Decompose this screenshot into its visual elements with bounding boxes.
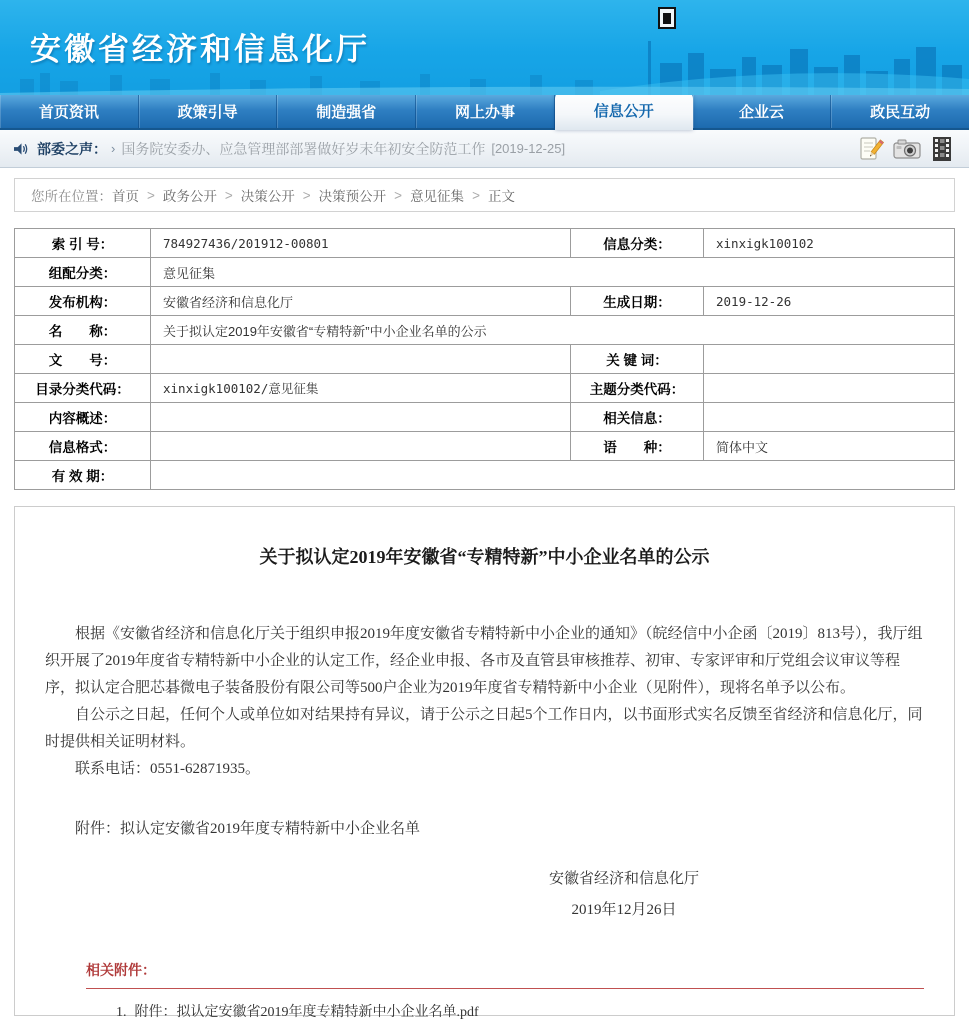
meta-value-dir-code: xinxigk100102/意见征集 (151, 374, 571, 403)
meta-value-name: 关于拟认定2019年安徽省“专精特新”中小企业名单的公示 (151, 316, 955, 345)
article-attachment-line: 附件：拟认定安徽省2019年度专精特新中小企业名单 (75, 821, 421, 837)
meta-label-dir-code: 目录分类代码： (15, 374, 151, 403)
breadcrumb (14, 178, 955, 212)
related-attachments-section (86, 960, 924, 1021)
meta-label-group-class: 组配分类： (15, 258, 151, 287)
breadcrumb-prefix: 您所在位置： (31, 189, 112, 204)
meta-value-keywords (704, 345, 955, 374)
table-row (15, 229, 955, 258)
meta-value-issuer: 安徽省经济和信息化厅 (151, 287, 571, 316)
meta-label-format: 信息格式： (15, 432, 151, 461)
nav-tab-gov-interaction[interactable]: 政民互动 (831, 95, 969, 128)
attachment-pdf-link[interactable]: 附件：拟认定安徽省2019年度专精特新中小企业名单.pdf (134, 1005, 479, 1020)
article-paragraph: 联系电话：0551-62871935。 (75, 761, 260, 777)
meta-label-name: 名 称： (15, 316, 151, 345)
nav-tab-info-disclosure[interactable]: 信息公开 (555, 91, 693, 130)
meta-label-topic-code: 主题分类代码： (571, 374, 704, 403)
film-icon[interactable] (931, 136, 953, 162)
meta-value-doc-no (151, 345, 571, 374)
meta-value-gen-date: 2019-12-26 (704, 287, 955, 316)
related-attachments-heading: 相关附件： (86, 960, 924, 989)
breadcrumb-separator: > (302, 187, 311, 203)
ticker-news-link[interactable]: 国务院安委办、应急管理部部署做好岁末年初安全防范工作 (121, 140, 486, 157)
meta-value-info-class: xinxigk100102 (704, 229, 955, 258)
document-meta-table (14, 228, 955, 490)
signature-org: 安徽省经济和信息化厅 (548, 871, 699, 887)
table-row (15, 287, 955, 316)
meta-value-validity (151, 461, 955, 490)
table-row (15, 403, 955, 432)
header-banner (0, 0, 969, 95)
breadcrumb-separator: > (394, 187, 403, 203)
nav-tab-manufacturing[interactable]: 制造强省 (277, 95, 416, 128)
nav-tab-enterprise-cloud[interactable]: 企业云 (693, 95, 832, 128)
breadcrumb-decision-disclosure[interactable]: 决策公开 (240, 189, 295, 204)
signature-date: 2019年12月26日 (571, 902, 677, 918)
meta-label-issuer: 发布机构： (15, 287, 151, 316)
meta-value-topic-code (704, 374, 955, 403)
meta-value-index-no: 784927436/201912-00801 (151, 229, 571, 258)
embed-placeholder-icon (658, 7, 676, 29)
camera-icon[interactable] (892, 136, 922, 162)
breadcrumb-current: 正文 (487, 189, 515, 204)
breadcrumb-separator: > (147, 187, 155, 203)
breadcrumb-separator: > (472, 187, 480, 203)
meta-label-keywords: 关 键 词： (571, 345, 704, 374)
nav-tab-home[interactable]: 首页资讯 (0, 95, 139, 128)
table-row (15, 258, 955, 287)
article-title: 关于拟认定2019年安徽省“专精特新”中小企业名单的公示 (259, 547, 710, 567)
meta-label-index-no: 索 引 号： (15, 229, 151, 258)
meta-value-summary (151, 403, 571, 432)
meta-label-summary: 内容概述： (15, 403, 151, 432)
breadcrumb-pre-disclosure[interactable]: 决策预公开 (318, 189, 387, 204)
article-panel (14, 506, 955, 1020)
article-paragraph: 自公示之日起，任何个人或单位如对结果持有异议，请于公示之日起5个工作日内，以书面形式实名反馈至省经济和信息化厅，同时提供相关证明材料。 (45, 707, 923, 750)
breadcrumb-home[interactable]: 首页 (112, 189, 139, 204)
meta-value-related-info (704, 403, 955, 432)
meta-label-language: 语 种： (571, 432, 704, 461)
list-item (86, 1001, 924, 1021)
breadcrumb-separator: > (224, 187, 233, 203)
speaker-icon (14, 142, 29, 156)
table-row (15, 461, 955, 490)
meta-label-validity: 有 效 期： (15, 461, 151, 490)
main-nav (0, 95, 969, 130)
table-row (15, 316, 955, 345)
breadcrumb-opinion-solicitation[interactable]: 意见征集 (410, 189, 465, 204)
article-body (45, 621, 924, 783)
meta-label-doc-no: 文 号： (15, 345, 151, 374)
meta-label-gen-date: 生成日期： (571, 287, 704, 316)
table-row (15, 345, 955, 374)
nav-tab-policy[interactable]: 政策引导 (139, 95, 278, 128)
article-paragraph: 根据《安徽省经济和信息化厅关于组织申报2019年度安徽省专精特新中小企业的通知》（皖经信中小企函〔2019〕813号），我厅组织开展了2019年度省专精特新中小企业的认定工作，经企业申报、各市及直管县审核推荐、初审、专家评审和厅党组会议审议等程序，拟认定合肥芯碁微电子装备股份有限公司等500户企业为2019年度省专精特新中小企业（见附件），现将名单予以公布。 (45, 626, 923, 696)
signature-block (549, 864, 699, 926)
site-title: 安徽省经济和信息化厅 (30, 32, 370, 67)
meta-value-format (151, 432, 571, 461)
attachment-number: 1. (116, 1005, 127, 1020)
meta-label-info-class: 信息分类： (571, 229, 704, 258)
meta-value-language: 简体中文 (704, 432, 955, 461)
breadcrumb-gov-disclosure[interactable]: 政务公开 (162, 189, 217, 204)
meta-value-group-class: 意见征集 (151, 258, 955, 287)
ticker-arrow-icon: › (111, 141, 116, 156)
table-row (15, 432, 955, 461)
table-row (15, 374, 955, 403)
ticker-label: 部委之声： (37, 140, 107, 157)
notepad-icon[interactable] (857, 136, 883, 162)
ticker-news-date: [2019-12-25] (491, 141, 566, 156)
news-ticker (0, 130, 969, 168)
meta-label-related-info: 相关信息： (571, 403, 704, 432)
nav-tab-online-services[interactable]: 网上办事 (416, 95, 555, 128)
